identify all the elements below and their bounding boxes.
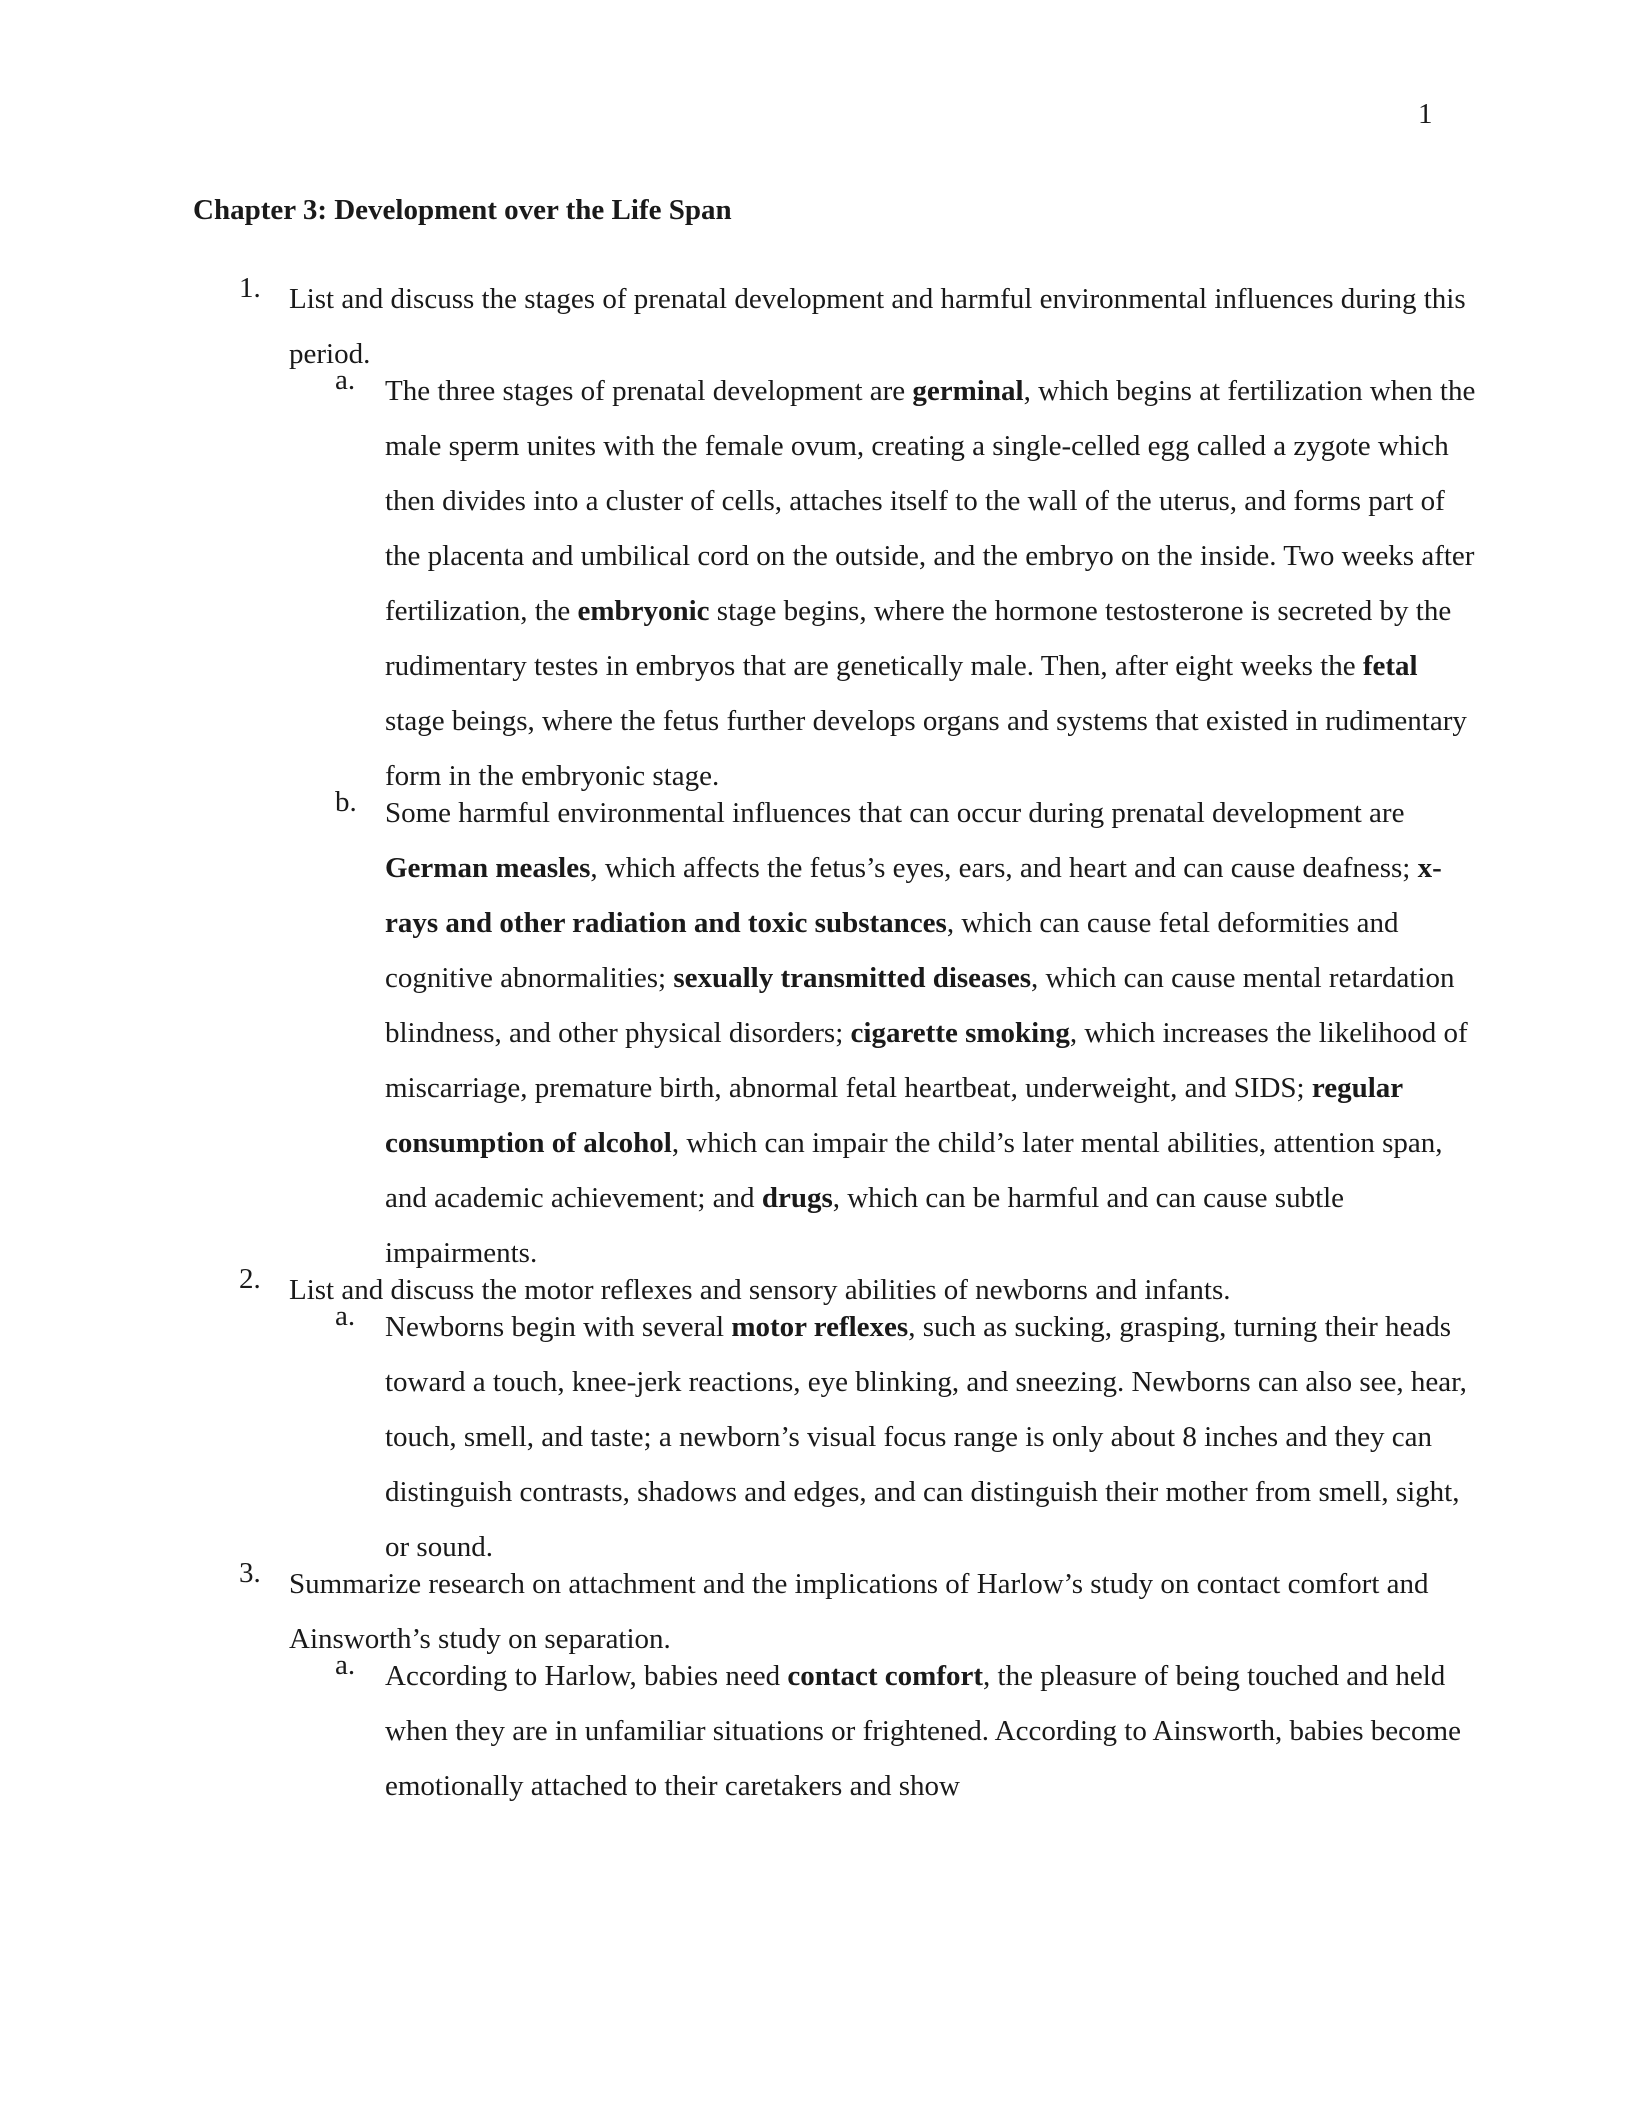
question-text: List and discuss the motor reflexes and sensory abilities of newborns and infants. (289, 1274, 1231, 1306)
key-term: x-rays and other radiation and toxic substances (385, 852, 1442, 939)
answer-text-run: , which increases the likelihood of miscarriage, premature birth, abnormal fetal heartbeat, underweight, and SIDS; (385, 1017, 1468, 1104)
answer-text-run: , which can be harmful and can cause subtle impairments. (385, 1182, 1345, 1269)
question-text: List and discuss the stages of prenatal development and harmful environmental influences during this period. (289, 283, 1466, 370)
question-number: 1. (239, 272, 261, 304)
key-term: embryonic (577, 595, 710, 627)
answer-text-run: , which can cause fetal deformities and cognitive abnormalities; (385, 907, 1399, 994)
key-term: sexually transmitted diseases (673, 962, 1031, 994)
key-term: motor reflexes (731, 1311, 909, 1343)
answer-item (289, 1300, 1483, 1575)
answer-text (385, 1649, 1483, 1814)
answer-text-run: , which can impair the child’s later mental abilities, attention span, and academic achievement; and (385, 1127, 1443, 1214)
question-item (193, 272, 1483, 1281)
answer-text-run: , such as sucking, grasping, turning their heads toward a touch, knee-jerk reactions, eye blinking, and sneezing. Newborns can also see, hear, touch, smell, and taste; a newborn’s visual focus range is only about 8 inches and they can distinguish contrasts, shadows and edges, and can distinguish their mother from smell, sight, or sound. (385, 1311, 1467, 1563)
chapter-title: Chapter 3: Development over the Life Span (193, 194, 732, 226)
question-item (193, 1557, 1483, 1814)
key-term: contact comfort (787, 1660, 984, 1692)
answer-text-run: stage begins, where the hormone testosterone is secreted by the rudimentary testes in embryos that are genetically male. Then, after eight weeks the (385, 595, 1452, 682)
answer-text-run: , which can cause mental retardation blindness, and other physical disorders; (385, 962, 1455, 1049)
answer-text-run: Some harmful environmental influences that can occur during prenatal development are (385, 797, 1405, 829)
answer-item (289, 786, 1483, 1281)
answer-letter: b. (335, 786, 357, 818)
answer-item (289, 1649, 1483, 1814)
key-term: German measles (385, 852, 591, 884)
answer-letter: a. (335, 364, 356, 396)
answer-letter: a. (335, 1300, 356, 1332)
answer-text-run: The three stages of prenatal development are (385, 375, 913, 407)
question-item (193, 1263, 1483, 1575)
key-term: regular consumption of alcohol (385, 1072, 1403, 1159)
key-term: fetal (1362, 650, 1418, 682)
question-text: Summarize research on attachment and the implications of Harlow’s study on contact comfort and Ainsworth’s study on separation. (289, 1568, 1429, 1655)
key-term: cigarette smoking (850, 1017, 1070, 1049)
answer-text-run: Newborns begin with several (385, 1311, 732, 1343)
key-term: germinal (912, 375, 1024, 407)
answer-text-run: , which begins at fertilization when the male sperm unites with the female ovum, creating a single-celled egg called a zygote which then divides into a cluster of cells, attaches itself to the wall of the uterus, and forms part of the placenta and umbilical cord on the outside, and the embryo on the inside. Two weeks after fertilization, the (385, 375, 1476, 627)
answer-text-run: , the pleasure of being touched and held when they are in unfamiliar situations or frightened. According to Ainsworth, babies become emotionally attached to their caretakers and show (385, 1660, 1461, 1802)
answer-text (385, 786, 1483, 1281)
answer-text-run: According to Harlow, babies need (385, 1660, 788, 1692)
answer-item (289, 364, 1483, 804)
answer-text (385, 364, 1483, 804)
key-term: drugs (761, 1182, 833, 1214)
page-number: 1 (1418, 98, 1433, 130)
question-list (193, 272, 1483, 1814)
question-number: 2. (239, 1263, 261, 1295)
question-number: 3. (239, 1557, 261, 1589)
answer-text-run: , which affects the fetus’s eyes, ears, and heart and can cause deafness; (590, 852, 1418, 884)
answer-letter: a. (335, 1649, 356, 1681)
answer-text (385, 1300, 1483, 1575)
answer-text-run: stage beings, where the fetus further develops organs and systems that existed in rudimentary form in the embryonic stage. (385, 705, 1467, 792)
